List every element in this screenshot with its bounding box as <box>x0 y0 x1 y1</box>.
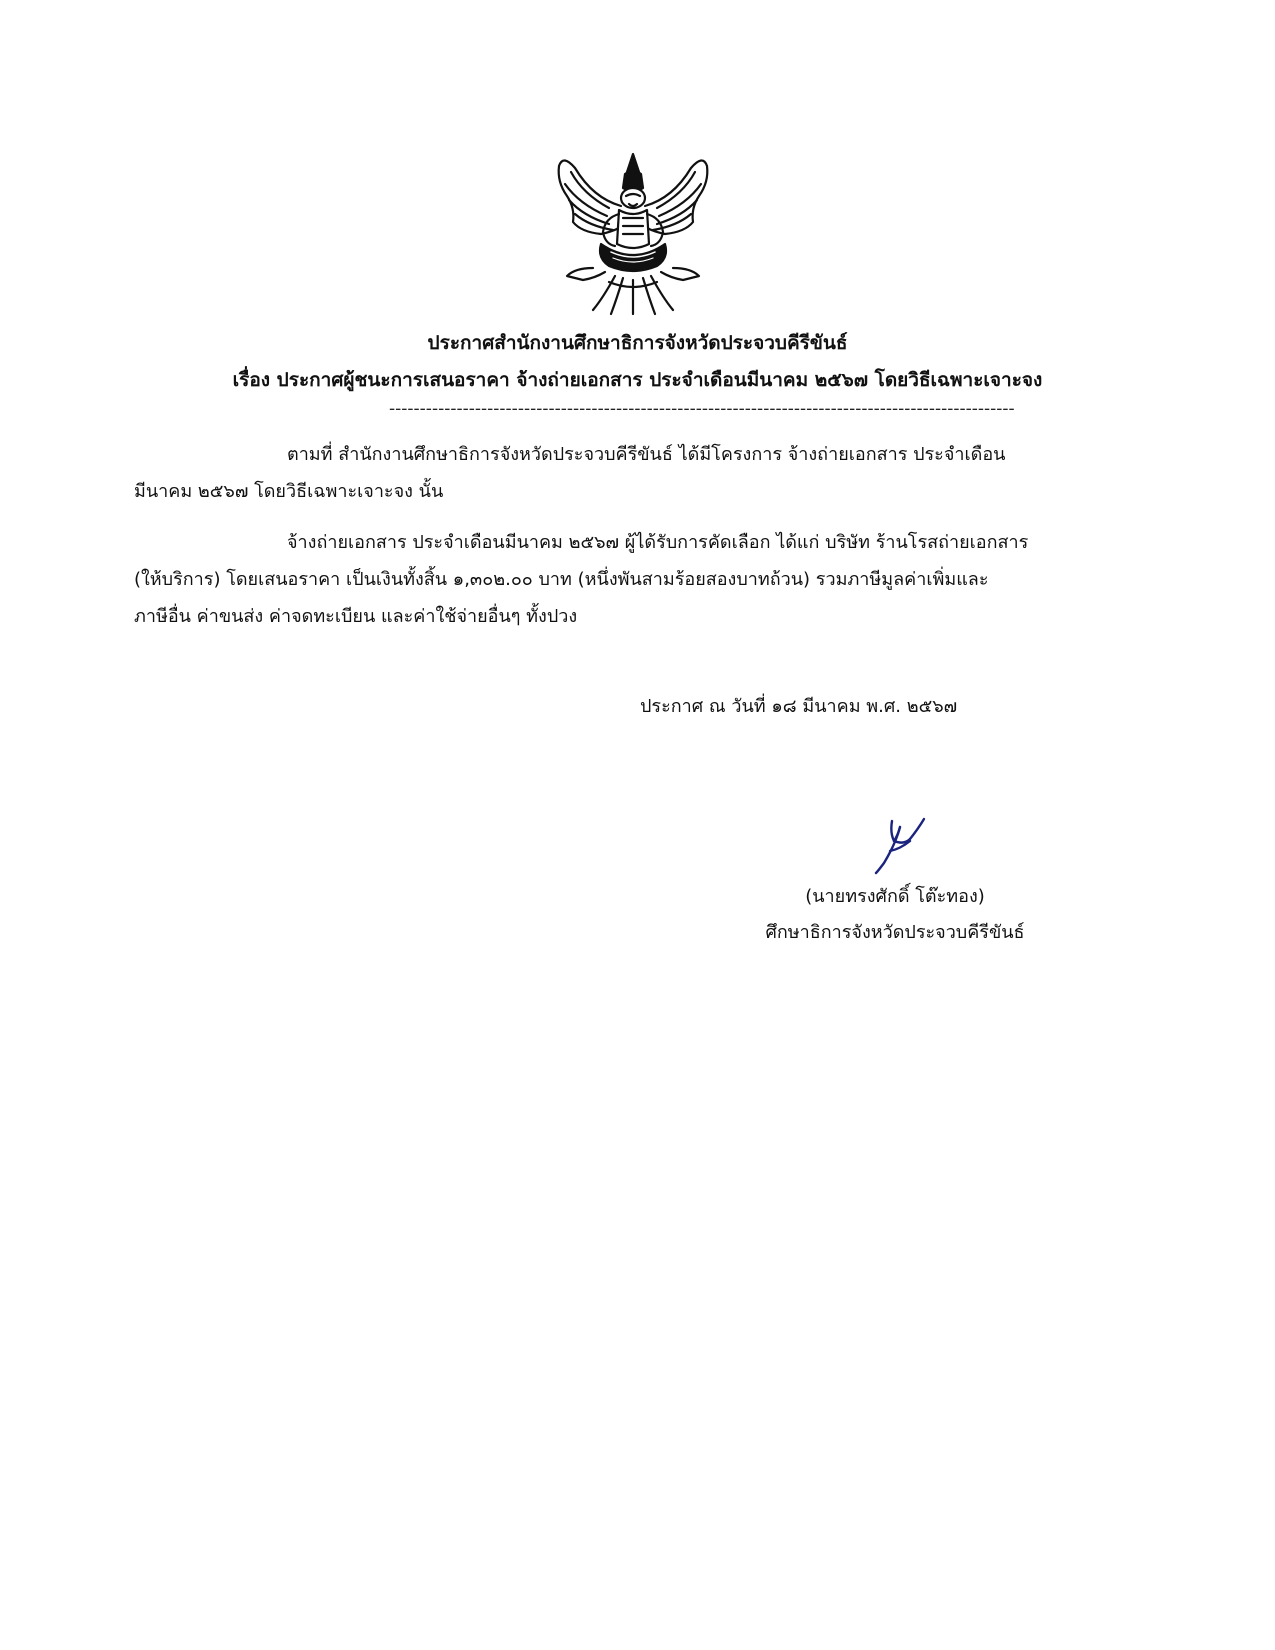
paragraph-2-line-3: ภาษีอื่น ค่าขนส่ง ค่าจดทะเบียน และค่าใช้จ่ายอื่นๆ ทั้งปวง <box>134 606 578 627</box>
paragraph-2-line-2: (ให้บริการ) โดยเสนอราคา เป็นเงินทั้งสิ้น ๑,๓๐๒.๐๐ บาท (หนึ่งพันสามร้อยสองบาทถ้วน) รวมภาษีมูลค่าเพิ่มและ <box>134 569 989 590</box>
announcement-title: ประกาศสำนักงานศึกษาธิการจังหวัดประจวบคีรีขันธ์ <box>427 332 848 354</box>
handwritten-signature <box>870 815 930 875</box>
announcement-date: ประกาศ ณ วันที่ ๑๘ มีนาคม พ.ศ. ๒๕๖๗ <box>640 696 958 717</box>
garuda-emblem-icon <box>553 148 713 316</box>
signer-name: (นายทรงศักดิ์ โต๊ะทอง) <box>805 886 985 907</box>
paragraph-1-line-2: มีนาคม ๒๕๖๗ โดยวิธีเฉพาะเจาะจง นั้น <box>134 481 444 502</box>
paragraph-1-line-1: ตามที่ สำนักงานศึกษาธิการจังหวัดประจวบคีรีขันธ์ ได้มีโครงการ จ้างถ่ายเอกสาร ประจำเดือน <box>287 444 1006 465</box>
announcement-subject: เรื่อง ประกาศผู้ชนะการเสนอราคา จ้างถ่ายเอกสาร ประจำเดือนมีนาคม ๒๕๖๗ โดยวิธีเฉพาะเจาะจง <box>232 369 1043 391</box>
paragraph-2-line-1: จ้างถ่ายเอกสาร ประจำเดือนมีนาคม ๒๕๖๗ ผู้ได้รับการคัดเลือก ได้แก่ บริษัท ร้านโรสถ่ายเอกสาร <box>287 532 1029 553</box>
signer-title: ศึกษาธิการจังหวัดประจวบคีรีขันธ์ <box>765 922 1025 943</box>
header-divider: ------------------------------------------------------------------------------------------------------ <box>389 399 1015 419</box>
